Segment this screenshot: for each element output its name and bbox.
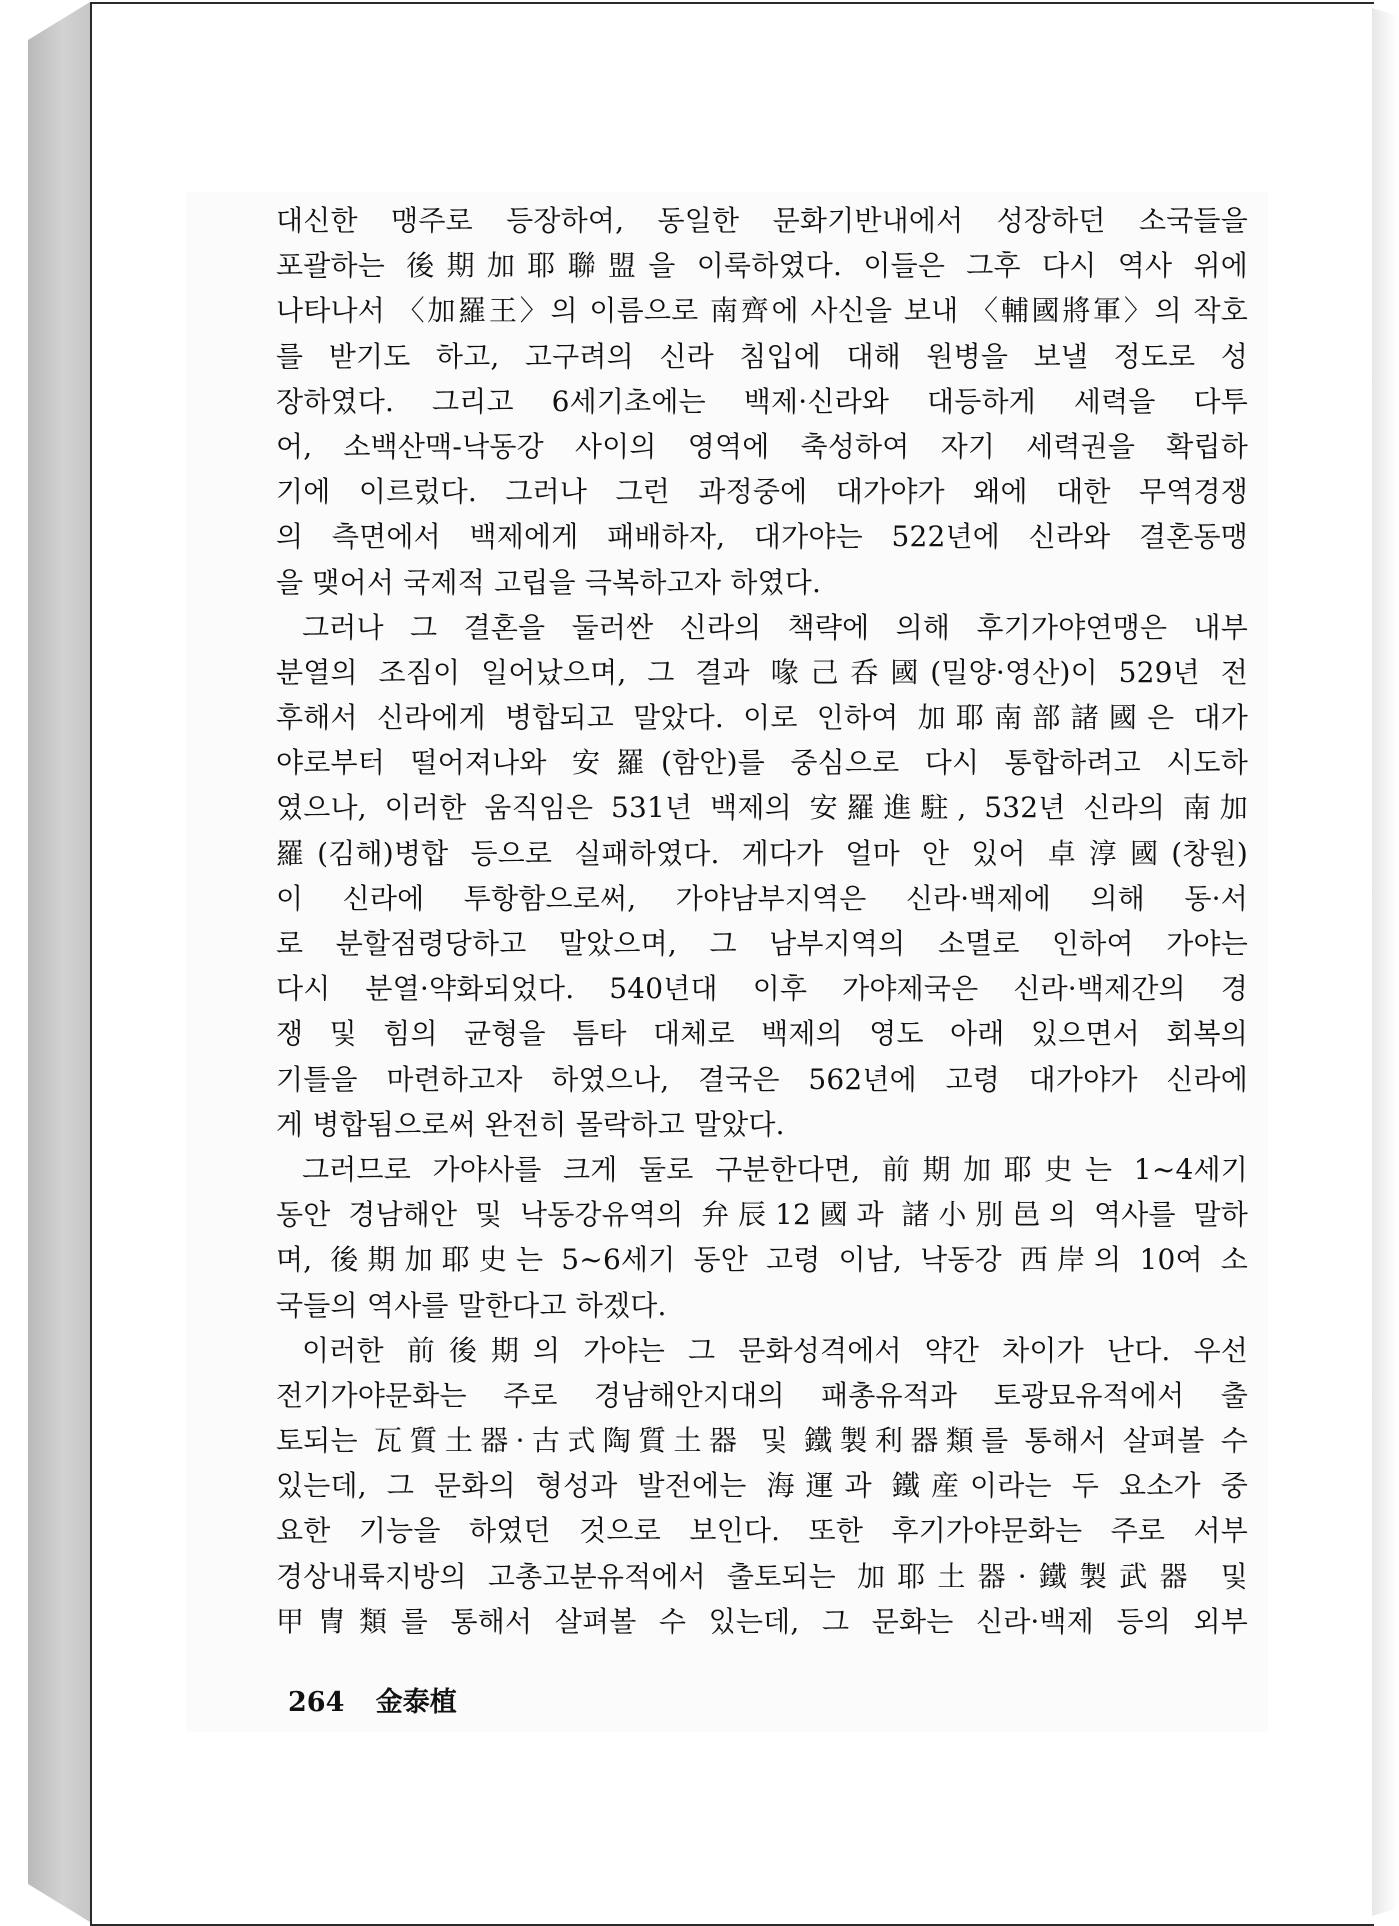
text-line: 였으나, 이러한 움직임은 531년 백제의 安羅進駐, 532년 신라의 南加 [276,791,1248,825]
text-line: 甲冑類를 통해서 살펴볼 수 있는데, 그 문화는 신라·백제 등의 외부 [276,1604,1248,1638]
page-number: 264 [288,1687,345,1718]
text-line: 나타나서 〈加羅王〉의 이름으로 南齊에 사신을 보내 〈輔國將軍〉의 작호 [276,294,1248,328]
text-line: 의 측면에서 백제에게 패배하자, 대가야는 522년에 신라와 결혼동맹 [276,520,1248,554]
text-line: 국들의 역사를 말한다고 하겠다. [276,1288,667,1322]
text-line: 포괄하는 後期加耶聯盟을 이룩하였다. 이들은 그후 다시 역사 위에 [276,249,1248,283]
text-line: 어, 소백산맥-낙동강 사이의 영역에 축성하여 자기 세력권을 확립하 [276,429,1248,463]
text-line: 동안 경남해안 및 낙동강유역의 弁辰12國과 諸小別邑의 역사를 말하 [276,1198,1248,1232]
text-line: 그러나 그 결혼을 둘러싼 신라의 책략에 의해 후기가야연맹은 내부 [302,610,1248,644]
body-text [276,198,1248,1644]
text-line: 다시 분열·약화되었다. 540년대 이후 가야제국은 신라·백제간의 경 [276,972,1248,1006]
text-line: 기틀을 마련하고자 하였으나, 결국은 562년에 고령 대가야가 신라에 [276,1062,1248,1096]
text-line: 분열의 조짐이 일어났으며, 그 결과 喙己呑國(밀양·영산)이 529년 전 [276,655,1248,689]
author-name: 金泰植 [375,1687,457,1718]
page-edge-shadow [1372,8,1398,1916]
text-line: 이러한 前後期의 가야는 그 문화성격에서 약간 차이가 난다. 우선 [302,1333,1248,1367]
text-line: 를 받기도 하고, 고구려의 신라 침입에 대해 원병을 보낼 정도로 성 [276,339,1248,373]
text-line: 있는데, 그 문화의 형성과 발전에는 海運과 鐵産이라는 두 요소가 중 [276,1469,1248,1503]
text-line: 야로부터 떨어져나와 安羅(함안)를 중심으로 다시 통합하려고 시도하 [276,746,1248,780]
text-line: 이 신라에 투항함으로써, 가야남부지역은 신라·백제에 의해 동·서 [276,881,1248,915]
text-line: 장하였다. 그리고 6세기초에는 백제·신라와 대등하게 세력을 다투 [276,384,1248,418]
text-line: 요한 기능을 하였던 것으로 보인다. 또한 후기가야문화는 주로 서부 [276,1514,1248,1548]
text-line: 대신한 맹주로 등장하여, 동일한 문화기반내에서 성장하던 소국들을 [276,204,1248,237]
text-line: 며, 後期加耶史는 5~6세기 동안 고령 이남, 낙동강 西岸의 10여 소 [276,1243,1248,1277]
text-line: 그러므로 가야사를 크게 둘로 구분한다면, 前期加耶史는 1~4세기 [302,1152,1248,1186]
text-line: 羅(김해)병합 등으로 실패하였다. 게다가 얼마 안 있어 卓淳國(창원) [276,836,1248,870]
text-line: 로 분할점령당하고 말았으며, 그 남부지역의 소멸로 인하여 가야는 [276,927,1248,960]
book-spine [28,2,90,1922]
page-footer [288,1680,457,1719]
text-line: 쟁 및 힘의 균형을 틈타 대체로 백제의 영도 아래 있으면서 회복의 [276,1017,1248,1051]
text-line: 을 맺어서 국제적 고립을 극복하고자 하였다. [276,565,822,599]
text-line: 토되는 瓦質土器·古式陶質土器 및 鐵製利器類를 통해서 살펴볼 수 [276,1424,1248,1458]
text-line: 전기가야문화는 주로 경남해안지대의 패총유적과 토광묘유적에서 출 [276,1378,1248,1412]
text-line: 경상내륙지방의 고총고분유적에서 출토되는 加耶土器·鐵製武器 및 [276,1559,1248,1593]
text-line: 게 병합됨으로써 완전히 몰락하고 말았다. [276,1107,785,1141]
text-line: 기에 이르렀다. 그러나 그런 과정중에 대가야가 왜에 대한 무역경쟁 [276,475,1248,509]
text-line: 후해서 신라에게 병합되고 말았다. 이로 인하여 加耶南部諸國은 대가 [276,701,1248,735]
